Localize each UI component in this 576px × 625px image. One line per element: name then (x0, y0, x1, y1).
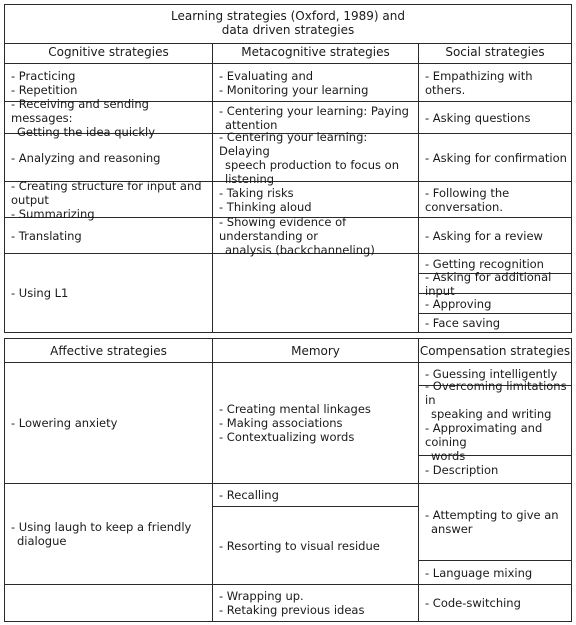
cell-line: - Recalling (219, 488, 279, 502)
cell-line: - Analyzing and reasoning (11, 150, 161, 165)
social-cell (419, 269, 571, 298)
cell-line: - Creating mental linkages (219, 402, 371, 416)
header-compensation: Compensation strategies (419, 344, 571, 358)
cell-line: - Contextualizing words (219, 430, 355, 444)
cell-line: - Guessing intelligently (425, 367, 558, 381)
cell-line: - Receiving and sending messages: (11, 96, 149, 125)
cell-line: - Approving (425, 296, 492, 311)
cell-line: - Description (425, 462, 499, 477)
title-line-2: data driven strategies (221, 23, 355, 37)
affective-cell (5, 484, 212, 584)
social-cell (419, 218, 571, 253)
compensation-cell (419, 484, 571, 560)
cell-line: - Showing evidence of understanding or (219, 214, 347, 243)
cell-line: - Making associations (219, 416, 343, 430)
cell-line: - Repetition (11, 82, 78, 97)
cell-line: words (431, 448, 466, 463)
cell-line: - Code-switching (425, 596, 521, 610)
social-cell (419, 294, 571, 313)
cell-line: - Asking questions (425, 110, 531, 125)
cell-line: - Taking risks (219, 185, 294, 200)
cognitive-cell (5, 178, 212, 221)
cognitive-cell (5, 64, 212, 101)
cell-line: - Translating (11, 228, 82, 243)
compensation-cell (419, 456, 571, 483)
cell-line: - Empathizing with others. (425, 68, 533, 97)
memory-cell (213, 484, 418, 506)
cognitive-cell (5, 218, 212, 253)
cell-line: Getting the idea quickly (17, 124, 156, 139)
social-cell (419, 102, 571, 133)
social-cell (419, 314, 571, 332)
metacognitive-cell (213, 214, 418, 257)
cell-line: dialogue (17, 534, 67, 548)
memory-cell (213, 507, 418, 584)
cell-line: - Thinking aloud (219, 199, 312, 214)
header-affective: Affective strategies (50, 344, 167, 358)
compensation-cell (419, 561, 571, 584)
cell-line: - Resorting to visual residue (219, 538, 380, 553)
cell-line: - Attempting to give an (425, 508, 559, 522)
cell-line: answer (431, 522, 473, 536)
title-line-1: Learning strategies (Oxford, 1989) and (170, 9, 406, 23)
social-cell (419, 182, 571, 217)
header-memory: Memory (291, 344, 340, 358)
metacognitive-cell (213, 129, 418, 186)
cell-line: speaking and writing (431, 406, 552, 421)
cell-line: - Monitoring your learning (219, 82, 369, 97)
cell-line: - Following the conversation. (425, 185, 510, 214)
social-cell (419, 64, 571, 101)
cell-line: - Centering your learning: Delaying (219, 129, 368, 158)
cell-line: - Creating structure for input and output (11, 178, 202, 207)
cognitive-cell (5, 254, 212, 332)
header-cognitive: Cognitive strategies (48, 45, 169, 59)
cell-line: - Asking for confirmation (425, 150, 567, 165)
header-metacognitive: Metacognitive strategies (241, 45, 390, 59)
learning-strategies-table (4, 4, 572, 333)
cell-line: - Practicing (11, 68, 76, 83)
header-social: Social strategies (445, 45, 545, 59)
cell-line: - Face saving (425, 316, 501, 330)
metacognitive-cell (213, 182, 418, 217)
cell-line: speech production to focus on (225, 157, 399, 172)
cell-line: - Overcoming limitations in (425, 378, 567, 407)
cell-line: - Evaluating and (219, 68, 314, 83)
cell-line: attention (225, 117, 278, 132)
metacognitive-cell (213, 64, 418, 101)
cell-line: listening (225, 171, 275, 186)
cell-line: - Using laugh to keep a friendly (11, 520, 192, 534)
social-cell (419, 134, 571, 181)
cell-line: - Using L1 (11, 286, 69, 300)
cognitive-cell (5, 96, 212, 139)
cell-line: - Getting recognition (425, 256, 544, 271)
affective-cell (5, 363, 212, 483)
row-divider (5, 584, 212, 585)
compensation-cell (419, 378, 571, 463)
table-title (5, 5, 571, 44)
cell-line: - Retaking previous ideas (219, 603, 365, 617)
memory-cell (213, 585, 418, 621)
cell-line: - Centering your learning: Paying (219, 103, 409, 118)
cell-line: - Asking for additional input (425, 269, 552, 298)
cell-line: - Language mixing (425, 565, 533, 580)
memory-cell (213, 363, 418, 483)
cell-line: analysis (backchanneling) (225, 242, 375, 257)
cell-line: - Asking for a review (425, 228, 543, 243)
cell-line: - Approximating and coining (425, 420, 543, 449)
affective-memory-compensation-table (4, 338, 572, 622)
cell-line: - Lowering anxiety (11, 416, 118, 430)
cell-line: - Summarizing (11, 206, 95, 221)
cell-line: - Wrapping up. (219, 589, 304, 603)
metacognitive-cell (213, 102, 418, 133)
cognitive-cell (5, 134, 212, 181)
compensation-cell (419, 585, 571, 621)
